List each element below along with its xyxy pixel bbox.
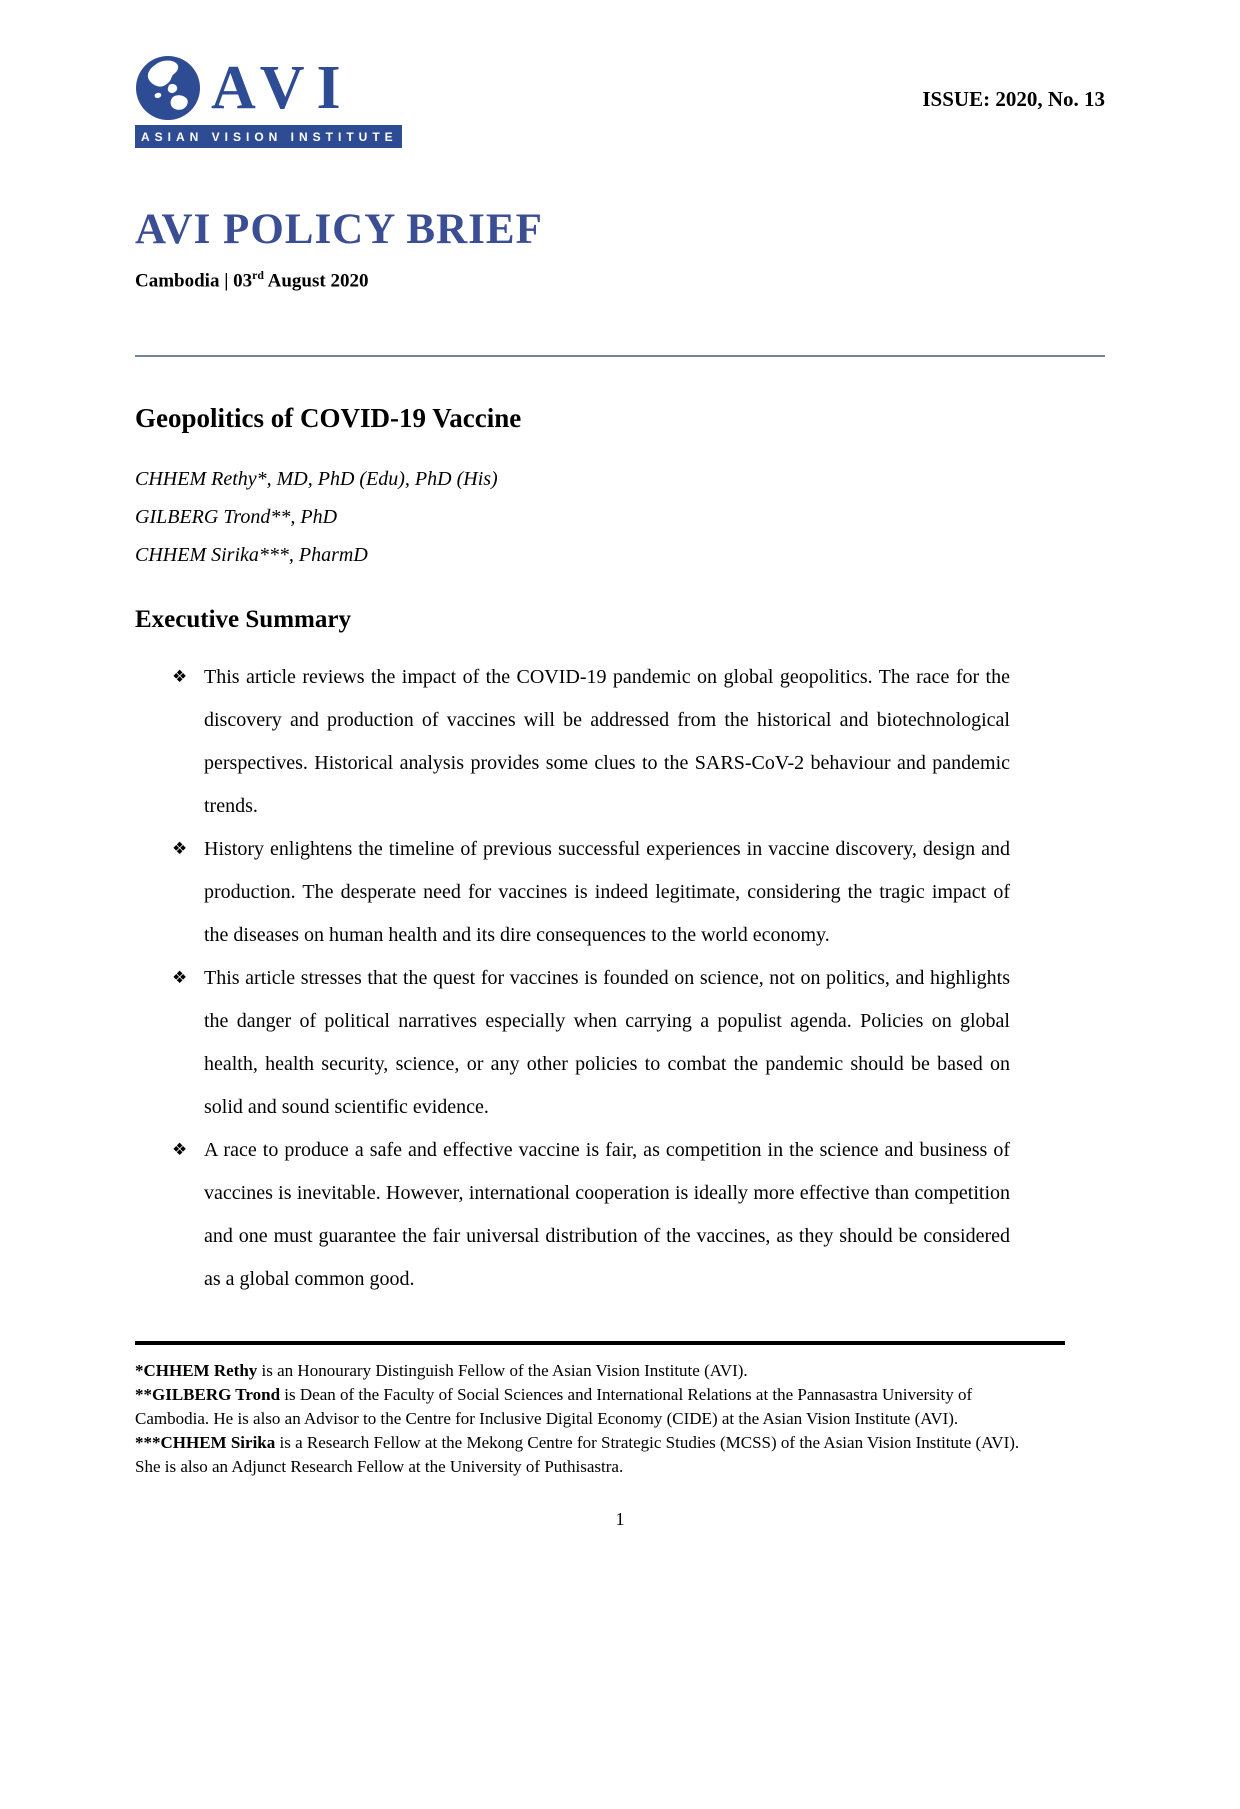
author-list	[135, 460, 1105, 574]
footnote-author: *CHHEM Rethy	[135, 1360, 258, 1380]
logo-banner: ASIAN VISION INSTITUTE	[135, 125, 402, 148]
summary-bullet	[172, 1129, 1010, 1301]
summary-bullet-text: A race to produce a safe and effective vaccine is fair, as competition in the science and business of vaccines is inevitable. However, international cooperation is ideally more effective than competition and one must guarantee the fair universal distribution of the vaccines, as they should be considered as a global common good.	[204, 1138, 1010, 1290]
footnote-text: is a Research Fellow at the Mekong Centre for Strategic Studies (MCSS) of the Asian Vision Institute (AVI). She is also an Adjunct Research Fellow at the University of Puthisastra.	[135, 1432, 1020, 1476]
diamond-bullet-icon: ❖	[172, 967, 188, 988]
author-line: CHHEM Rethy*, MD, PhD (Edu), PhD (His)	[135, 467, 498, 490]
footnote-text: is Dean of the Faculty of Social Sciences and International Relations at the Pannasastra University of Cambodia. He is also an Advisor to the Centre for Inclusive Digital Economy (CIDE) at the Asian Vision Institute (AVI).	[135, 1384, 973, 1428]
avi-logo	[135, 55, 402, 148]
footnote	[135, 1383, 1020, 1431]
author-line: CHHEM Sirika***, PharmD	[135, 543, 368, 566]
summary-bullet	[172, 656, 1010, 828]
brief-title: AVI POLICY BRIEF	[135, 206, 543, 253]
header-divider	[135, 355, 1105, 357]
footnote	[135, 1431, 1020, 1479]
summary-bullet-text: This article reviews the impact of the COVID-19 pandemic on global geopolitics. The race for the discovery and production of vaccines will be addressed from the historical and biotechnological perspectives. Historical analysis provides some clues to the SARS-CoV-2 behaviour and pandemic trends.	[204, 665, 1010, 817]
summary-bullet-text: This article stresses that the quest for vaccines is founded on science, not on politics, and highlights the danger of political narratives especially when carrying a populist agenda. Policies on global health, health security, science, or any other policies to combat the pandemic should be based on solid and sound scientific evidence.	[204, 966, 1010, 1118]
globe-asia-icon	[135, 55, 201, 121]
article-title: Geopolitics of COVID-19 Vaccine	[135, 402, 522, 433]
diamond-bullet-icon: ❖	[172, 1139, 188, 1160]
diamond-bullet-icon: ❖	[172, 838, 188, 859]
footnote-divider	[135, 1341, 1065, 1345]
diamond-bullet-icon: ❖	[172, 666, 188, 687]
dateline-location: Cambodia | 03	[135, 270, 253, 292]
footnote-author: ***CHHEM Sirika	[135, 1432, 276, 1452]
dateline-ordinal: rd	[252, 269, 264, 283]
dateline	[135, 269, 1105, 292]
dateline-date: August 2020	[263, 270, 369, 292]
footnote-text: is an Honourary Distinguish Fellow of the Asian Vision Institute (AVI).	[257, 1360, 748, 1380]
issue-number: ISSUE: 2020, No. 13	[922, 87, 1105, 111]
footnote	[135, 1359, 1020, 1383]
logo-acronym: AVI	[211, 54, 353, 122]
author-line: GILBERG Trond**, PhD	[135, 505, 338, 528]
section-heading: Executive Summary	[135, 605, 351, 633]
footnote-author: **GILBERG Trond	[135, 1384, 281, 1404]
summary-bullet-text: History enlightens the timeline of previous successful experiences in vaccine discovery, design and production. The desperate need for vaccines is indeed legitimate, considering the tragic impact of the diseases on human health and its dire consequences to the world economy.	[204, 837, 1010, 946]
summary-bullet	[172, 828, 1010, 957]
page-header	[135, 55, 1105, 148]
page-number: 1	[615, 1508, 625, 1529]
footnotes	[135, 1359, 1020, 1479]
summary-bullet	[172, 957, 1010, 1129]
executive-summary-list	[0, 656, 1240, 1301]
